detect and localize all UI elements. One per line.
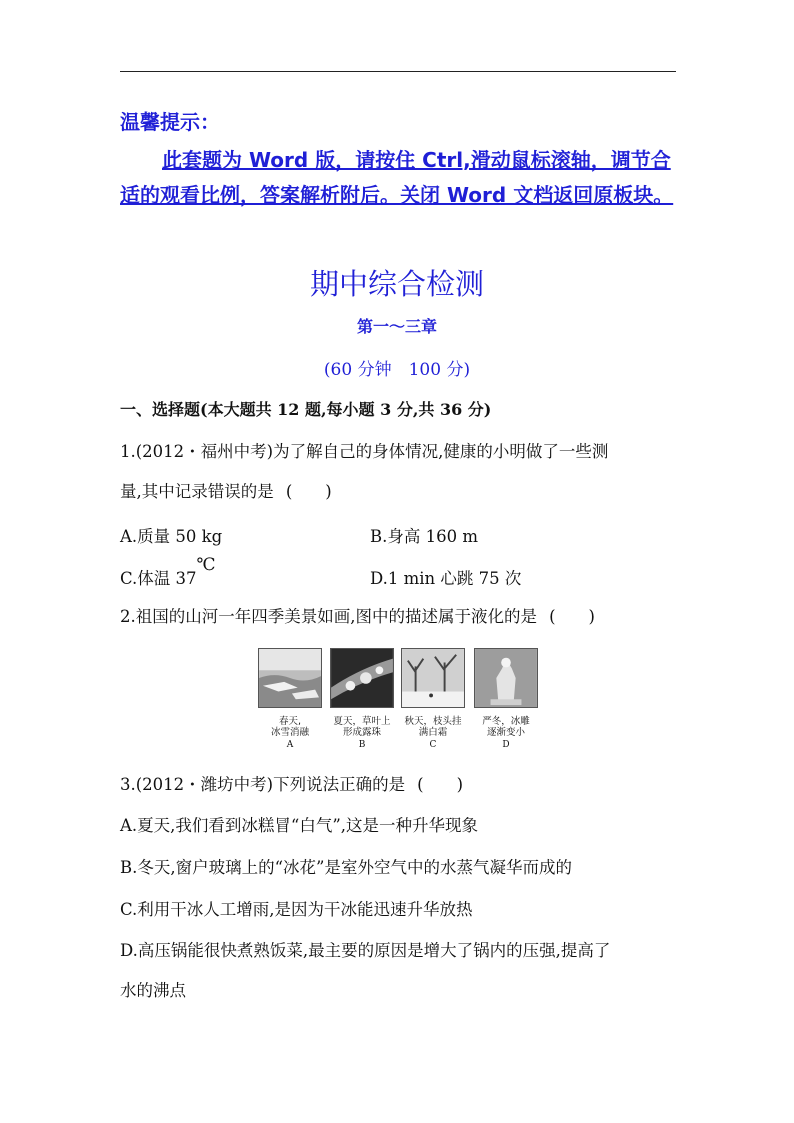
q1-option-d: D.1 min 心跳 75 次 xyxy=(370,569,522,588)
q3-option-d-line1: D.高压锅能很快煮熟饭菜,最主要的原因是增大了锅内的压强,提高了 xyxy=(120,941,611,960)
q3-option-c: C.利用干冰人工增雨,是因为干冰能迅速升华放热 xyxy=(120,900,473,919)
figure-d-caption xyxy=(474,716,538,738)
celsius-unit: ℃ xyxy=(196,555,216,575)
answer-paren: ( ) xyxy=(417,775,464,794)
figure-c-caption xyxy=(401,716,465,738)
exam-time: (60 分钟 100 分) xyxy=(323,360,471,380)
caption-line: 满白霜 xyxy=(418,727,448,738)
question-3 xyxy=(120,765,680,805)
q3-option-d xyxy=(120,931,680,1011)
caption-line: 夏天，草叶上 xyxy=(333,716,391,727)
figure-d xyxy=(474,648,538,750)
figure-b xyxy=(330,648,394,750)
figure-a xyxy=(258,648,322,750)
question-1-line1: 1.(2012・福州中考)为了解自己的身体情况,健康的小明做了一些测 xyxy=(120,442,609,461)
q3-option-d-line2: 水的沸点 xyxy=(120,981,186,1000)
caption-line: 冰雪消融 xyxy=(270,727,309,738)
figure-a-caption xyxy=(258,716,322,738)
figure-c-letter: C xyxy=(429,740,437,750)
question-2-text: 2.祖国的山河一年四季美景如画,图中的描述属于液化的是 xyxy=(120,607,537,626)
exam-title: 期中综合检测 xyxy=(309,267,484,301)
figure-b-letter: B xyxy=(358,740,366,750)
season-figures xyxy=(258,648,538,756)
tip-body: 此套题为 Word 版，请按住 Ctrl,滑动鼠标滚轴，调节合适的观看比例，答案解析附后。关闭 Word 文档返回原板块。 xyxy=(120,148,674,207)
ice-sculpture-image xyxy=(474,648,538,708)
question-1 xyxy=(120,432,680,512)
figure-c xyxy=(401,648,465,750)
frost-trees-image xyxy=(401,648,465,708)
caption-line: 逐渐变小 xyxy=(486,727,525,738)
q1-option-c xyxy=(120,555,216,589)
q1-option-b: B.身高 160 m xyxy=(370,527,478,546)
section-heading: 一、选择题(本大题共 12 题,每小题 3 分,共 36 分) xyxy=(120,400,492,419)
snow-melt-image xyxy=(258,648,322,708)
figure-a-letter: A xyxy=(286,740,294,750)
caption-line: 形成露珠 xyxy=(342,727,381,738)
q3-option-b: B.冬天,窗户玻璃上的“冰花”是室外空气中的水蒸气凝华而成的 xyxy=(120,858,572,877)
tip-title: 温馨提示： xyxy=(120,110,220,134)
question-1-line2-text: 量,其中记录错误的是 xyxy=(120,482,274,501)
q1-option-c-text: C.体温 37 xyxy=(120,569,197,588)
exam-subtitle: 第一～三章 xyxy=(356,317,437,336)
question-3-text: 3.(2012・潍坊中考)下列说法正确的是 xyxy=(120,775,406,794)
header-rule xyxy=(120,71,676,72)
answer-paren: ( ) xyxy=(549,607,595,626)
q1-option-a: A.质量 50 kg xyxy=(120,527,223,546)
dew-drops-image xyxy=(330,648,394,708)
caption-line: 春天, xyxy=(278,716,302,727)
answer-paren: ( ) xyxy=(285,482,332,501)
caption-line: 严冬，冰雕 xyxy=(482,716,530,727)
caption-line: 秋天，枝头挂 xyxy=(404,716,462,727)
question-1-line2 xyxy=(120,472,680,512)
question-2 xyxy=(120,597,680,637)
figure-b-caption xyxy=(330,716,394,738)
q3-option-a: A.夏天,我们看到冰糕冒“白气”,这是一种升华现象 xyxy=(120,816,479,835)
figure-d-letter: D xyxy=(502,740,510,750)
